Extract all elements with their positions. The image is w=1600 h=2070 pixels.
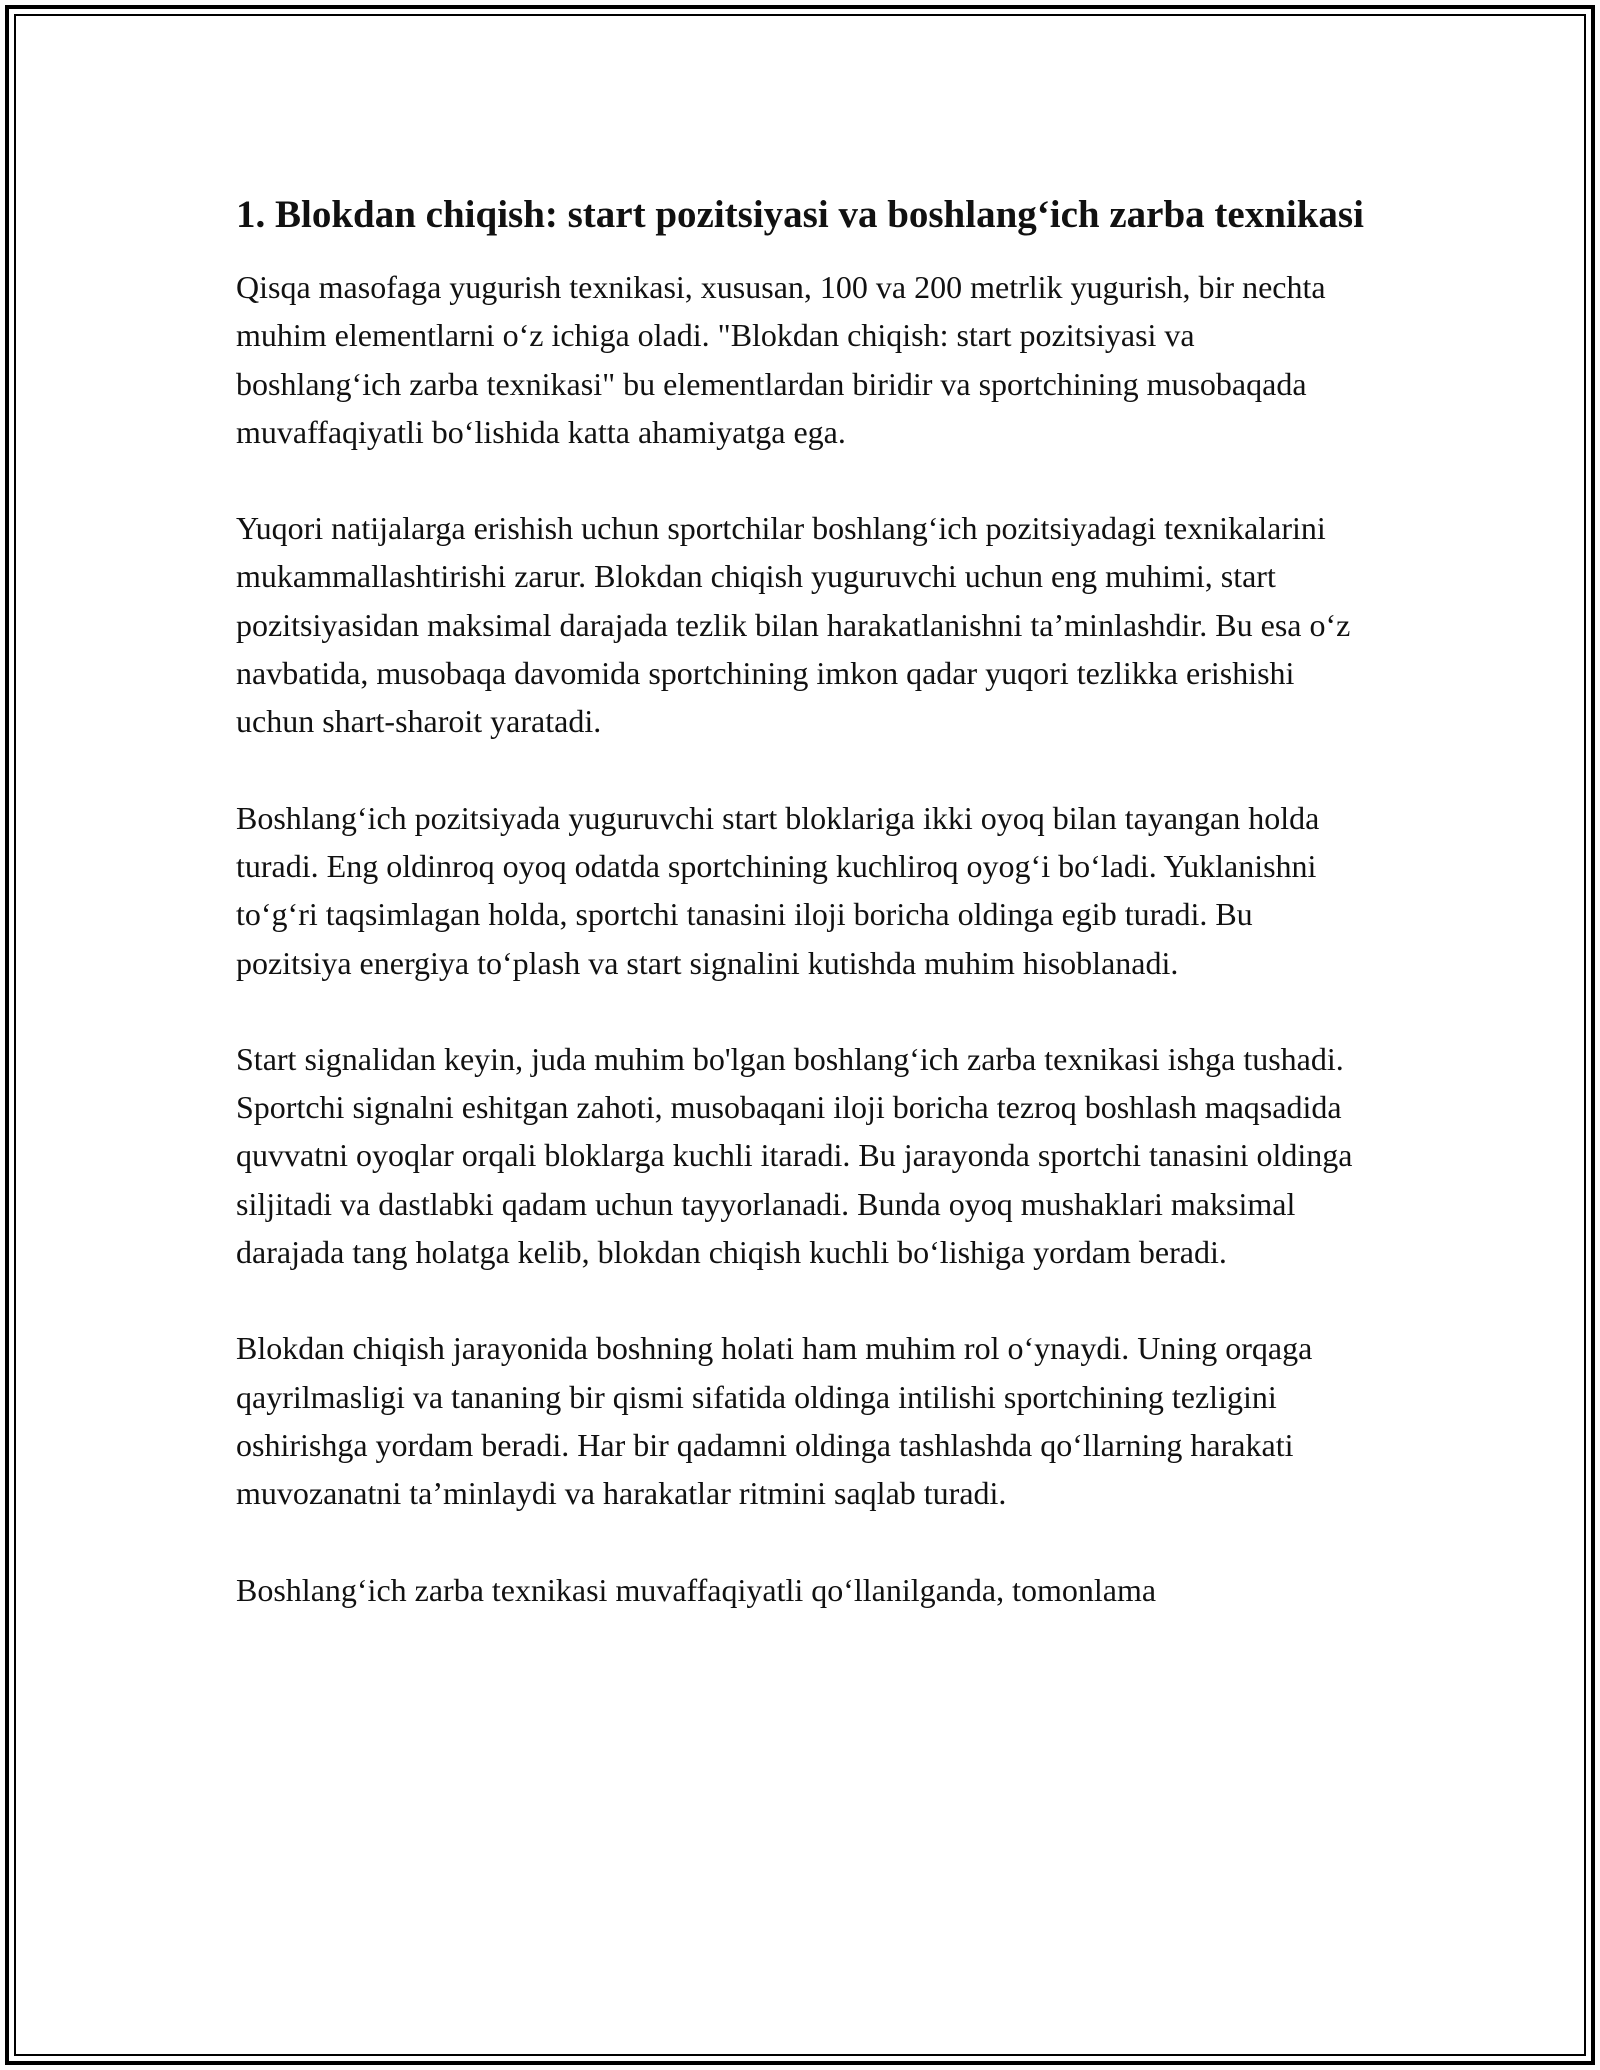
section-heading: 1. Blokdan chiqish: start pozitsiyasi va boshlang‘ich zarba texnikasi	[236, 193, 1364, 236]
paragraph-6: Boshlang‘ich zarba texnikasi muvaffaqiyatli qo‘llanilganda, tomonlama	[236, 1571, 1157, 1608]
paragraph-1: Qisqa masofaga yugurish texnikasi, xususan, 100 va 200 metrlik yugurish, bir nechta muhim elementlarni o‘z ichiga oladi. "Blokdan chiqish: start pozitsiyasi va boshlang‘ich zarba texnikasi" bu elementlardan biridir va sportchining musobaqada muvaffaqiyatli bo‘lishida katta ahamiyatga ega.	[236, 269, 1326, 450]
paragraph-3: Boshlang‘ich pozitsiyada yuguruvchi start bloklariga ikki oyoq bilan tayangan holda turadi. Eng oldinroq oyoq odatda sportchining kuchliroq oyog‘i bo‘ladi. Yuklanishni to‘g‘ri taqsimlagan holda, sportchi tanasini iloji boricha oldinga egib turadi. Bu pozitsiya energiya to‘plash va start signalini kutishda muhim hisoblanadi.	[236, 799, 1320, 981]
paragraph-4: Start signalidan keyin, juda muhim bo'lgan boshlang‘ich zarba texnikasi ishga tushadi. Sportchi signalni eshitgan zahoti, musobaqani iloji boricha tezroq boshlash maqsadida quvvatni oyoqlar orqali bloklarga kuchli itaradi. Bu jarayonda sportchi tanasini oldinga siljitadi va dastlabki qadam uchun tayyorlanadi. Bunda oyoq mushaklari maksimal darajada tang holatga kelib, blokdan chiqish kuchli bo‘lishiga yordam beradi.	[236, 1040, 1353, 1271]
document-body	[236, 188, 1366, 1662]
paragraph-5: Blokdan chiqish jarayonida boshning holati ham muhim rol o‘ynaydi. Uning orqaga qayrilmasligi va tananing bir qismi sifatida oldinga intilishi sportchining tezligini oshirishga yordam beradi. Har bir qadamni oldinga tashlashda qo‘llarning harakati muvozanatni ta’minlaydi va harakatlar ritmini saqlab turadi.	[236, 1330, 1313, 1512]
paragraph-2: Yuqori natijalarga erishish uchun sportchilar boshlang‘ich pozitsiyadagi texnikalarini mukammallashtirishi zarur. Blokdan chiqish yuguruvchi uchun eng muhimi, start pozitsiyasidan maksimal darajada tezlik bilan harakatlanishni ta’minlashdir. Bu esa o‘z navbatida, musobaqa davomida sportchining imkon qadar yuqori tezlikka erishishi uchun shart-sharoit yaratadi.	[236, 510, 1351, 740]
